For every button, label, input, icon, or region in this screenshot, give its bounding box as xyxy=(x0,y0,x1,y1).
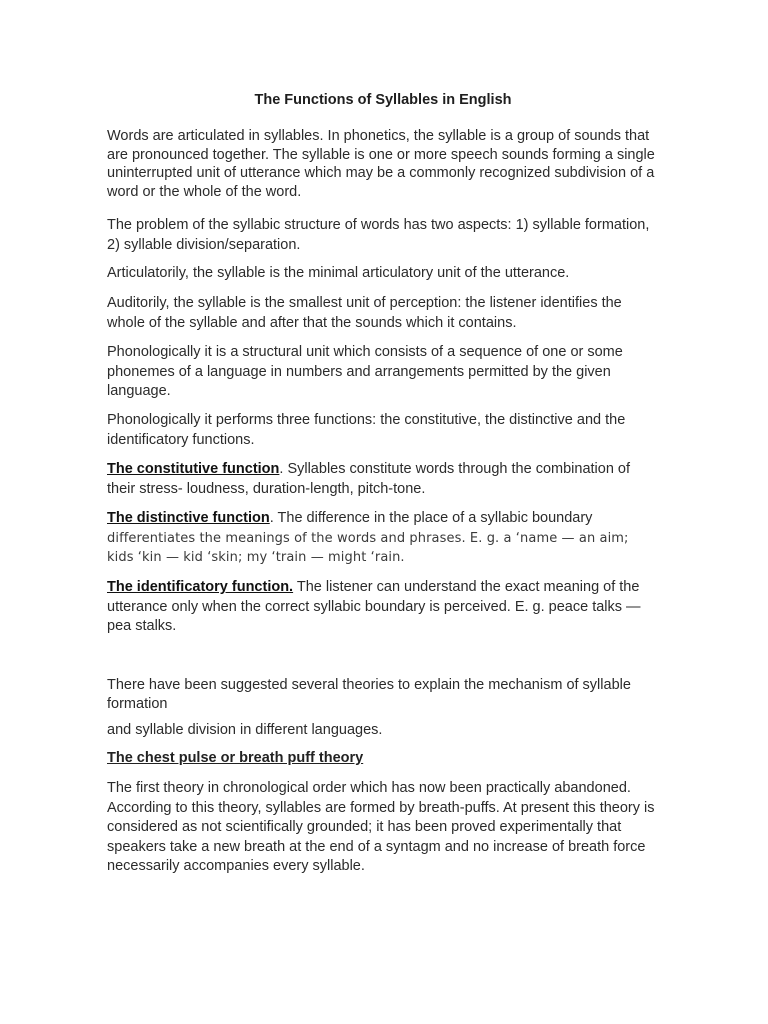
distinctive-function-heading: The distinctive function xyxy=(107,510,270,526)
constitutive-function-text: . Syllables constitute words through the combination of their stress- loudness, duration-length, pitch-tone. xyxy=(107,461,631,497)
paragraph-constitutive-function xyxy=(107,460,659,499)
paragraph-syllable-division: and syllable division in different languages. xyxy=(107,722,383,738)
paragraph-three-functions: Phonologically it performs three functions: the constitutive, the distinctive and the identificatory functions. xyxy=(107,412,626,448)
paragraph-auditorily: Auditorily, the syllable is the smallest unit of perception: the listener identifies the whole of the syllable and after that the sounds which it contains. xyxy=(107,295,622,331)
distinctive-function-text: . The difference in the place of a syllabic boundary xyxy=(269,510,593,526)
paragraph-articulatorily: Articulatorily, the syllable is the minimal articulatory unit of the utterance. xyxy=(107,265,570,281)
paragraph-theories-intro: There have been suggested several theories to explain the mechanism of syllable formation xyxy=(107,677,631,712)
paragraph-chest-pulse-theory: The first theory in chronological order which has now been practically abandoned. According to this theory, syllables are formed by breath-puffs. At present this theory is considered as not scientifically grounded; it has been proved experimentally that speakers take a new breath at the end of a syntagm and no increase of breath force necessarily accompanies every syllable. xyxy=(107,780,655,874)
paragraph-phonologically-structure: Phonologically it is a structural unit which consists of a sequence of one or some phonemes of a language in numbers and arrangements permitted by the given language. xyxy=(107,344,623,399)
constitutive-function-heading: The constitutive function xyxy=(107,461,280,477)
identificatory-function-heading: The identificatory function. xyxy=(107,579,294,595)
distinctive-function-examples: differentiates the meanings of the words and phrases. E. g. a ‘name — an aim; kids ‘kin — kid ‘skin; my ‘train — might ‘rain. xyxy=(107,530,629,565)
paragraph-syllabic-structure: The problem of the syllabic structure of words has two aspects: 1) syllable formation, 2) syllable division/separation. xyxy=(107,217,650,253)
identificatory-function-text: The listener can understand the exact meaning of the utterance only when the correct syllabic boundary is perceived. E. g. peace talks — pea stalks. xyxy=(107,579,641,634)
section-title-chest-pulse-theory: The chest pulse or breath puff theory xyxy=(107,750,364,766)
paragraph-distinctive-function xyxy=(107,509,659,568)
paragraph-identificatory-function xyxy=(107,578,659,637)
document-title: The Functions of Syllables in English xyxy=(254,92,512,108)
paragraph-syllable-definition: Words are articulated in syllables. In phonetics, the syllable is a group of sounds that are pronounced together. The syllable is one or more speech sounds forming a single uninterrupted unit of utterance which may be a commonly recognized subdivision of a word or the whole of the word. xyxy=(107,128,655,200)
